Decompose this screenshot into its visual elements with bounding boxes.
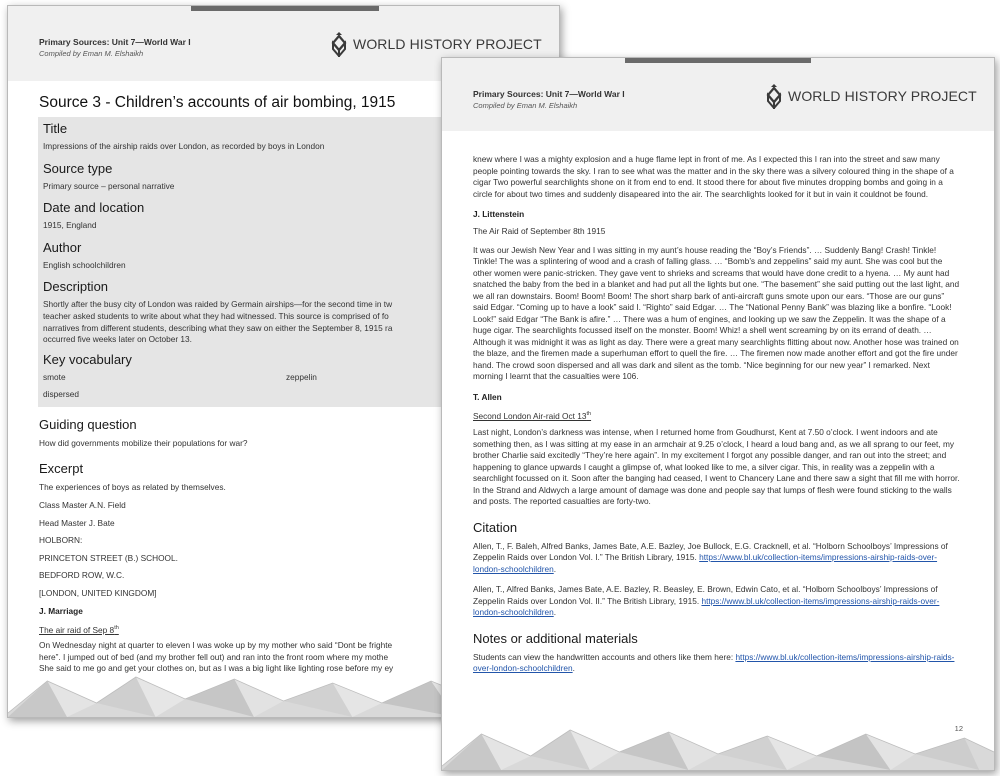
- author-name-marriage: J. Marriage: [39, 605, 83, 616]
- account-text-allen: Last night, London’s darkness was intense, when I returned home from Goudhurst, Kent at 7.50 o’clock. I went indoors and ate something then, as I was sitting at my ease in an armchair at 9.25 o’clock, I heard a loud bang and, as we all sprang to our feet, my brother Charlie said excitedly “They’re here again”. In my excitement I forgot any possible danger, and ran out into the street; and happening to glance upwards I caught a glimpse of, what looked like to me, a silver cigar. This, in reality was a zeppelin with a searchlight focussed on it. Soon after the banging had ceased, I went to Chancery Lane and there saw a sight that fill me with horror. In the Strand and Aldwych a large amount of damage was done and people say that lumps of flesh were found sticking to the walls and posts. The reported casualties are forty-two.: [473, 427, 960, 506]
- notes-link[interactable]: https://www.bl.uk/collection-items/impressions-airship-raids-over-london-schoolchildren: [473, 651, 955, 673]
- unit-title: Primary Sources: Unit 7—World War I: [473, 89, 625, 99]
- description-line: Shortly after the busy city of London was raided by Germain airships—for the second time in tw: [43, 299, 393, 310]
- account-title-allen: Second London Air-raid Oct 13th: [473, 410, 592, 421]
- excerpt-line: The experiences of boys as related by themselves.: [39, 482, 226, 493]
- citation-entry: Allen, T., F. Baleh, Alfred Banks, James Bate, A.E. Bazley, Joe Bullock, E.G. Cracknell, et al. “Holborn Schoolboys’ Impressions of Zeppelin Raids over London Vol. I.” The British Library, 1915. https://www.bl.uk/collection-items/impressions-airship-raids-over-london-schoolchildren.: [473, 540, 948, 574]
- citation-link[interactable]: https://www.bl.uk/collection-items/impressions-airship-raids-over-london-schoolchildren: [473, 595, 940, 617]
- title-value: Impressions of the airship raids over London, as recorded by boys in London: [43, 141, 325, 151]
- account-line: On Wednesday night at quarter to eleven I was woke up by my mother who said “Dont be frighte: [39, 640, 393, 651]
- whp-logo: [764, 83, 977, 109]
- page-header: [442, 58, 994, 131]
- page-number: 12: [954, 724, 963, 733]
- citation-entry: Allen, T., Alfred Banks, James Bate, A.E. Bazley, R. Beasley, E. Brown, Edwin Cato, et al. “Holborn Schoolboys’ Impressions of Zeppelin Raids over London Vol. II.” The British Library, 1915. https://www.bl.uk/collection-items/impressions-airship-raids-over-london-schoolchildren.: [473, 584, 940, 617]
- account-line: She said to me go and get your clothes on, but as I was a big light like lighting rose before my ey: [39, 663, 394, 674]
- whp-logo-icon: [764, 83, 784, 109]
- excerpt-line: BEDFORD ROW, W.C.: [39, 570, 125, 581]
- title-label: Title: [43, 121, 68, 136]
- description-line: narratives from different students, describing what they saw on either the September 8, 1915 ra: [43, 322, 393, 333]
- notes-text: Students can view the handwritten accounts and others like them here: https://www.bl.uk/collection-items/impressions-airship-raids-over-london-schoolchildren.: [473, 651, 955, 673]
- unit-title: Primary Sources: Unit 7—World War I: [39, 37, 191, 47]
- notes-label: Notes or additional materials: [473, 630, 638, 646]
- top-accent-bar: [191, 6, 379, 11]
- document-page-right: [441, 57, 995, 771]
- guiding-question-text: How did governments mobilize their populations for war?: [39, 437, 248, 448]
- source-type-value: Primary source – personal narrative: [43, 180, 175, 191]
- guiding-question-label: Guiding question: [39, 416, 137, 432]
- author-label: Author: [43, 239, 82, 255]
- description-label: Description: [43, 279, 109, 295]
- continued-account-text: knew where I was a mighty explosion and a huge flame lept in front of me. As I expected this I ran into the street and saw many people pointing towards the sky. I ran to see what was the matter and in the sky there was a silvery coloured thing in the shape of a cigar Two powerful searchlights shone on it from end to end. It stood there for about five minutes dropping bombs and going in a circle for about two times and suddenly disapeared into the air. The searchlights looked for it but in vain it couldnot be found.: [473, 154, 954, 199]
- account-line: here”. I jumped out of bed (and my brother fell out) and ran into the front room where my mothe: [39, 651, 389, 662]
- excerpt-line: PRINCETON STREET (B.) SCHOOL.: [39, 552, 178, 563]
- vocab-term: dispersed: [43, 388, 79, 399]
- description-line: occurred five weeks later on October 13.: [43, 334, 192, 345]
- author-name-littenstein: J. Littenstein: [473, 209, 525, 219]
- compiler-credit: Compiled by Eman M. Elshaikh: [39, 49, 144, 58]
- whp-logo-icon: [329, 31, 349, 57]
- page-content: [473, 154, 963, 684]
- excerpt-line: [LONDON, UNITED KINGDOM]: [39, 587, 157, 598]
- citation-label: Citation: [473, 519, 518, 535]
- citation-link[interactable]: https://www.bl.uk/collection-items/impressions-airship-raids-over-london-schoolchildren: [473, 552, 938, 574]
- whp-logo: [329, 31, 542, 57]
- vocab-term: zeppelin: [286, 371, 317, 382]
- date-location-value: 1915, England: [43, 220, 97, 231]
- logo-text: WORLD HISTORY PROJECT: [788, 88, 977, 104]
- polygon-decoration: [442, 726, 994, 770]
- compiler-credit: Compiled by Eman M. Elshaikh: [473, 101, 578, 110]
- source-type-label: Source type: [43, 160, 113, 176]
- description-line: teacher asked students to write about what they had witnessed. This source is comprised of fo: [43, 310, 389, 321]
- author-name-allen: T. Allen: [473, 391, 502, 402]
- excerpt-line: Class Master A.N. Field: [39, 499, 126, 510]
- account-text-littenstein: It was our Jewish New Year and I was sitting in my aunt’s house reading the “Boy’s Friends”. … Suddenly Bang! Crash! Tinkle! Tinkle! The was a splintering of wood and a crash of falling glass. … “Bomb’s and zeppelins” said my aunt. She was cool but the other women were panic-stricken. They gave vent to shrieks and screams that would have done credit to a hyena. … My aunt had snatched the baby from the bed in a blanket and had put all the lights but one. “The basement” she said putting out the last light, and we all ran downstairs. Boom! Boom! Boom! The short sharp bark of anti-aircraft guns smote upon our ears. “Those are our guns” said Edgar. “Coming up to have a look” said I. “Righto” said Edgar. … The “National Penny Bank” was blazing like a bonfire. “Look! Look!” said Edgar “The Bank is afire.” … There was a hum of engines, and looking up we saw the Zeppelin. It was the shape of a huge cigar. The searchlights focussed itself on the monster. Boom! Whiz! a shell went screaming by on its errand of death. … Although it was midnight it was as light as day. There were a great many searchlights flitting about now. Another hose was trained on the blaze, and the firemen made a superhuman effort to quell the fire. … The firemen now made another effort and got the fire under hand. The crowd soon dispersed and all was dark and silent as the tomb. “Nice beginning for our new year” I remarked. Next morning I learnt that the casualties were 106.: [473, 244, 960, 381]
- account-title-littenstein: The Air Raid of September 8th 1915: [473, 226, 606, 236]
- logo-text: WORLD HISTORY PROJECT: [353, 36, 542, 52]
- key-vocabulary-label: Key vocabulary: [43, 351, 132, 367]
- account-title-marriage: The air raid of Sep 8th: [39, 624, 119, 635]
- excerpt-line: Head Master J. Bate: [39, 517, 115, 528]
- top-accent-bar: [625, 58, 811, 63]
- vocab-term: smote: [43, 371, 66, 382]
- date-location-label: Date and location: [43, 200, 145, 216]
- source-title: Source 3 - Children’s accounts of air bombing, 1915: [39, 94, 396, 111]
- excerpt-label: Excerpt: [39, 461, 84, 477]
- author-value: English schoolchildren: [43, 259, 126, 270]
- excerpt-line: HOLBORN:: [39, 535, 83, 546]
